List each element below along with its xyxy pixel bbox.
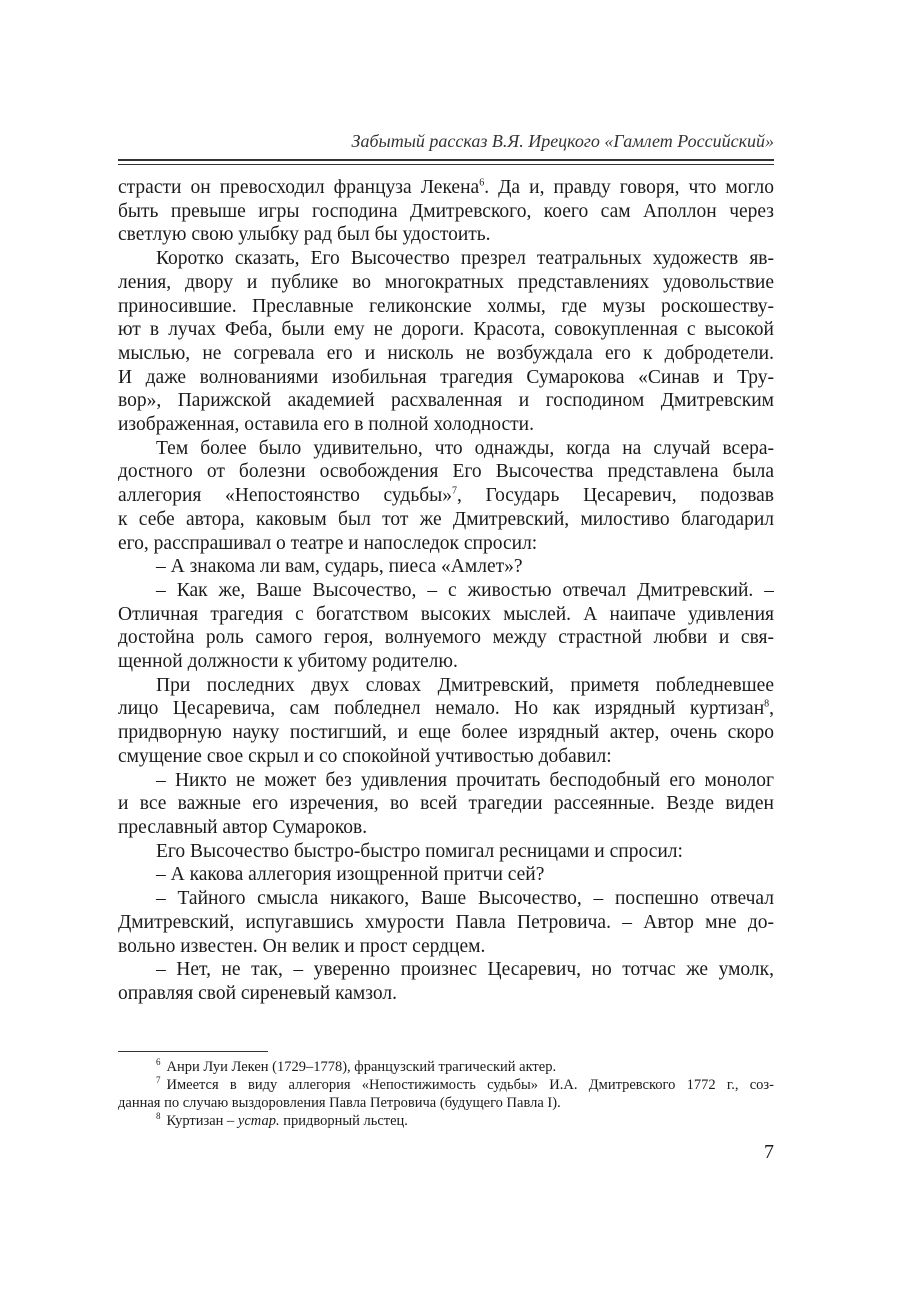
footnote-separator	[118, 1051, 268, 1052]
text-run: Его Высочество быстро-быстро помигал ресницами и спросил:	[156, 840, 683, 862]
text-run: – А знакома ли вам, сударь, пиеса «Амлет»?	[156, 556, 523, 578]
footnote-number: 7	[156, 1076, 161, 1086]
text-run: оправляя свой сиреневый камзол.	[118, 982, 397, 1004]
text-line	[118, 579, 774, 603]
text-line	[118, 389, 774, 413]
text-run: изображенная, оставила его в полной холодности.	[118, 414, 534, 436]
text-line	[118, 460, 774, 484]
text-run: лицо Цесаревича, сам побледнел немало. Но как изрядный куртизан	[118, 698, 765, 720]
text-line	[118, 484, 774, 508]
text-line	[118, 366, 774, 390]
text-line	[118, 413, 774, 437]
text-run: Коротко сказать, Его Высочество презрел театральных художеств яв-	[156, 248, 774, 270]
text-run: – Нет, не так, – уверенно произнес Цесаревич, но тотчас же умолк,	[156, 959, 774, 981]
text-line	[118, 792, 774, 816]
text-run: ления, двору и публике во многократных представлениях удовольствие	[118, 271, 774, 293]
text-run: . Да и, правду говоря, что могло	[484, 177, 774, 198]
footnote-ref: 7	[452, 485, 457, 497]
text-run: приносившие. Преславные геликонские холмы, где музы роскошеству-	[118, 295, 774, 317]
text-run: преславный автор Сумароков.	[118, 816, 368, 838]
italic-text: устар.	[237, 1113, 280, 1129]
text-run: к себе автора, каковым был тот же Дмитревский, милостиво благодарил	[118, 508, 774, 530]
text-line	[118, 247, 774, 271]
text-line	[118, 721, 774, 745]
text-line	[118, 674, 774, 698]
text-run: светлую свою улыбку рад был бы удостоить.	[118, 224, 491, 246]
text-run: – А какова аллегория изощренной притчи сей?	[156, 864, 545, 886]
text-run: щенной должности к убитому родителю.	[118, 651, 458, 673]
text-line	[118, 650, 774, 674]
text-run: ют в лучах Феба, были ему не дороги. Красота, совокупленная с высокой	[118, 319, 774, 341]
text-line	[118, 626, 774, 650]
text-line	[118, 200, 774, 224]
text-run: данная по случаю выздоровления Павла Петровича (будущего Павла I).	[118, 1095, 561, 1111]
text-line	[118, 935, 774, 959]
text-run: и все важные его изречения, во всей трагедии рассеянные. Везде виден	[118, 793, 774, 815]
main-text	[118, 176, 774, 1006]
text-line	[118, 863, 774, 887]
text-line	[118, 532, 774, 556]
text-run: достойна роль самого героя, волнуемого между страстной любви и свя-	[118, 627, 774, 649]
text-line	[118, 508, 774, 532]
text-line	[118, 745, 774, 769]
text-run: ,	[769, 698, 774, 720]
text-line	[118, 318, 774, 342]
header-rule-thin	[118, 164, 774, 165]
text-run: – Как же, Ваше Высочество, – с живостью отвечал Дмитревский. –	[156, 579, 774, 601]
text-line	[118, 911, 774, 935]
footnote-ref: 6	[479, 177, 485, 189]
footnote-line	[118, 1058, 774, 1076]
text-line	[118, 271, 774, 295]
footnote-ref: 8	[764, 698, 770, 710]
text-run: Куртизан –	[166, 1113, 238, 1129]
text-run: аллегория «Непостоянство судьбы»	[118, 485, 452, 507]
text-line	[118, 697, 774, 721]
footnote-line	[118, 1094, 774, 1112]
text-line	[118, 603, 774, 627]
text-run: Дмитревский, испугавшись хмурости Павла Петровича. – Автор мне до-	[118, 911, 774, 933]
text-line	[118, 958, 774, 982]
text-run: Тем более было удивительно, что однажды, когда на случай всера-	[156, 437, 774, 459]
text-line	[118, 769, 774, 793]
footnote-number: 8	[156, 1112, 161, 1122]
text-run: , Государь Цесаревич, подозвав	[457, 485, 774, 507]
text-line	[118, 342, 774, 366]
text-line	[118, 295, 774, 319]
header-rule-thick	[118, 159, 774, 161]
text-run: Отличная трагедия с богатством высоких мыслей. А наипаче удивления	[118, 603, 774, 625]
text-run: Имеется в виду аллегория «Непостижимость судьбы» И.А. Дмитревского 1772 г., соз-	[166, 1077, 774, 1093]
footnote-line	[118, 1112, 774, 1130]
text-run: смущение свое скрыл и со спокойной учтивостью добавил:	[118, 745, 612, 767]
text-run: вор», Парижской академией расхваленная и господином Дмитревским	[118, 390, 774, 412]
running-head: Забытый рассказ В.Я. Ирецкого «Гамлет Российский»	[351, 131, 774, 151]
footnote-number: 6	[156, 1058, 161, 1068]
text-line	[118, 176, 774, 200]
text-run: При последних двух словах Дмитревский, приметя побледневшее	[156, 674, 774, 696]
text-line	[118, 555, 774, 579]
text-line	[118, 982, 774, 1006]
footnotes	[118, 1058, 774, 1130]
text-run: достного от болезни освобождения Его Высочества представлена была	[118, 461, 774, 483]
text-run: – Никто не может без удивления прочитать бесподобный его монолог	[156, 769, 774, 791]
text-run: придворную науку постигший, и еще более изрядный актер, очень скоро	[118, 722, 774, 744]
text-line	[118, 887, 774, 911]
footnote-line	[118, 1076, 774, 1094]
text-run: Анри Луи Лекен (1729–1778), французский трагический актер.	[166, 1059, 557, 1075]
text-run: страсти он превосходил француза Лекена	[118, 177, 480, 198]
page-number: 7	[764, 1141, 774, 1163]
text-line	[118, 840, 774, 864]
text-run: И даже волнованиями изобильная трагедия Сумарокова «Синав и Тру-	[118, 366, 774, 388]
text-line	[118, 816, 774, 840]
text-run: быть превыше игры господина Дмитревского, коего сам Аполлон через	[118, 200, 774, 222]
text-line	[118, 223, 774, 247]
text-run: мыслью, не согревала его и нисколь не возбуждала его к добродетели.	[118, 342, 774, 364]
text-line	[118, 437, 774, 461]
text-run: вольно известен. Он велик и прост сердцем.	[118, 935, 486, 957]
text-run: его, расспрашивал о театре и напоследок спросил:	[118, 532, 538, 554]
text-run: – Тайного смысла никакого, Ваше Высочество, – поспешно отвечал	[156, 888, 774, 910]
text-run: придворный льстец.	[279, 1113, 408, 1129]
